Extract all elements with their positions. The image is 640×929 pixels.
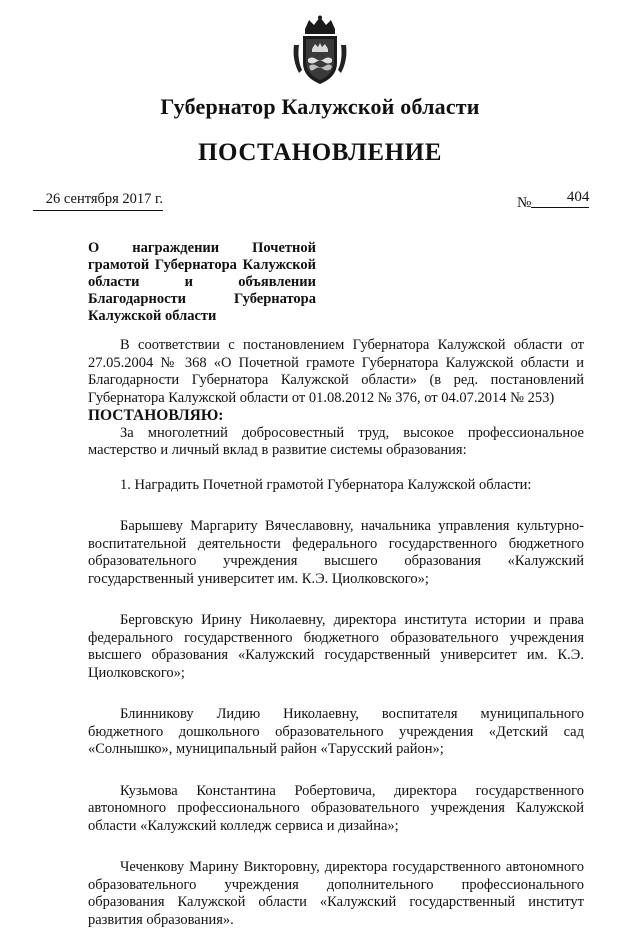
awardee-paragraph: Чеченкову Марину Викторовну, директора государственного автономного образовательного учреждения дополнительного профессионального образования Калужской области «Калужский государственный институт развития образования». <box>88 859 584 928</box>
kaluga-coat-of-arms-icon <box>291 15 349 87</box>
awardee-paragraph: Барышеву Маргариту Вячеславовну, начальника управления культурно-воспитательной деятельности федерального государственного бюджетного образовательного учреждения высшего образования «Калужский государственный университет им. К.Э. Циолковского»; <box>88 518 584 587</box>
decree-heading: ПОСТАНОВЛЯЮ: <box>88 407 224 424</box>
awardee-paragraph: Берговскую Ирину Николаевну, директора института истории и права федерального государственного бюджетного образовательного учреждения высшего образования «Калужский государственный университет им. К.Э. Циолковского»; <box>88 612 584 681</box>
document-number: 404 <box>531 189 589 208</box>
number-sign: № <box>517 195 532 211</box>
preamble-paragraph: В соответствии с постановлением Губернатора Калужской области от 27.05.2004 № 368 «О Почетной грамоте Губернатора Калужской области и Благодарности Губернатора Калужской области» (в ред. постановлений Губернатора Калужской области от 01.08.2012 № 376, от 04.07.2014 № 253) <box>88 337 584 406</box>
document-date: 26 сентября 2017 г. <box>33 191 163 211</box>
document-type-title: ПОСТАНОВЛЕНИЕ <box>197 139 443 166</box>
document-body <box>88 337 584 929</box>
awardee-paragraph: Блинникову Лидию Николаевну, воспитателя муниципального бюджетного дошкольного образовательного учреждения «Детский сад «Солнышко», муниципальный район «Тарусский район»; <box>88 706 584 757</box>
issuing-authority: Губернатор Калужской области <box>160 94 480 119</box>
decision-item-1: 1. Наградить Почетной грамотой Губернатора Калужской области: <box>120 476 532 493</box>
document-number-field <box>517 189 590 212</box>
document-subject: О награждении Почетной грамотой Губернатора Калужской области и объявлении Благодарности Губернатора Калужской области <box>88 240 316 324</box>
reason-paragraph: За многолетний добросовестный труд, высокое профессиональное мастерство и личный вклад в развитие системы образования: <box>88 424 584 458</box>
awardee-paragraph: Кузьмова Константина Робертовича, директора государственного автономного профессионального образовательного учреждения Калужской области «Калужский колледж сервиса и дизайна»; <box>88 782 584 834</box>
